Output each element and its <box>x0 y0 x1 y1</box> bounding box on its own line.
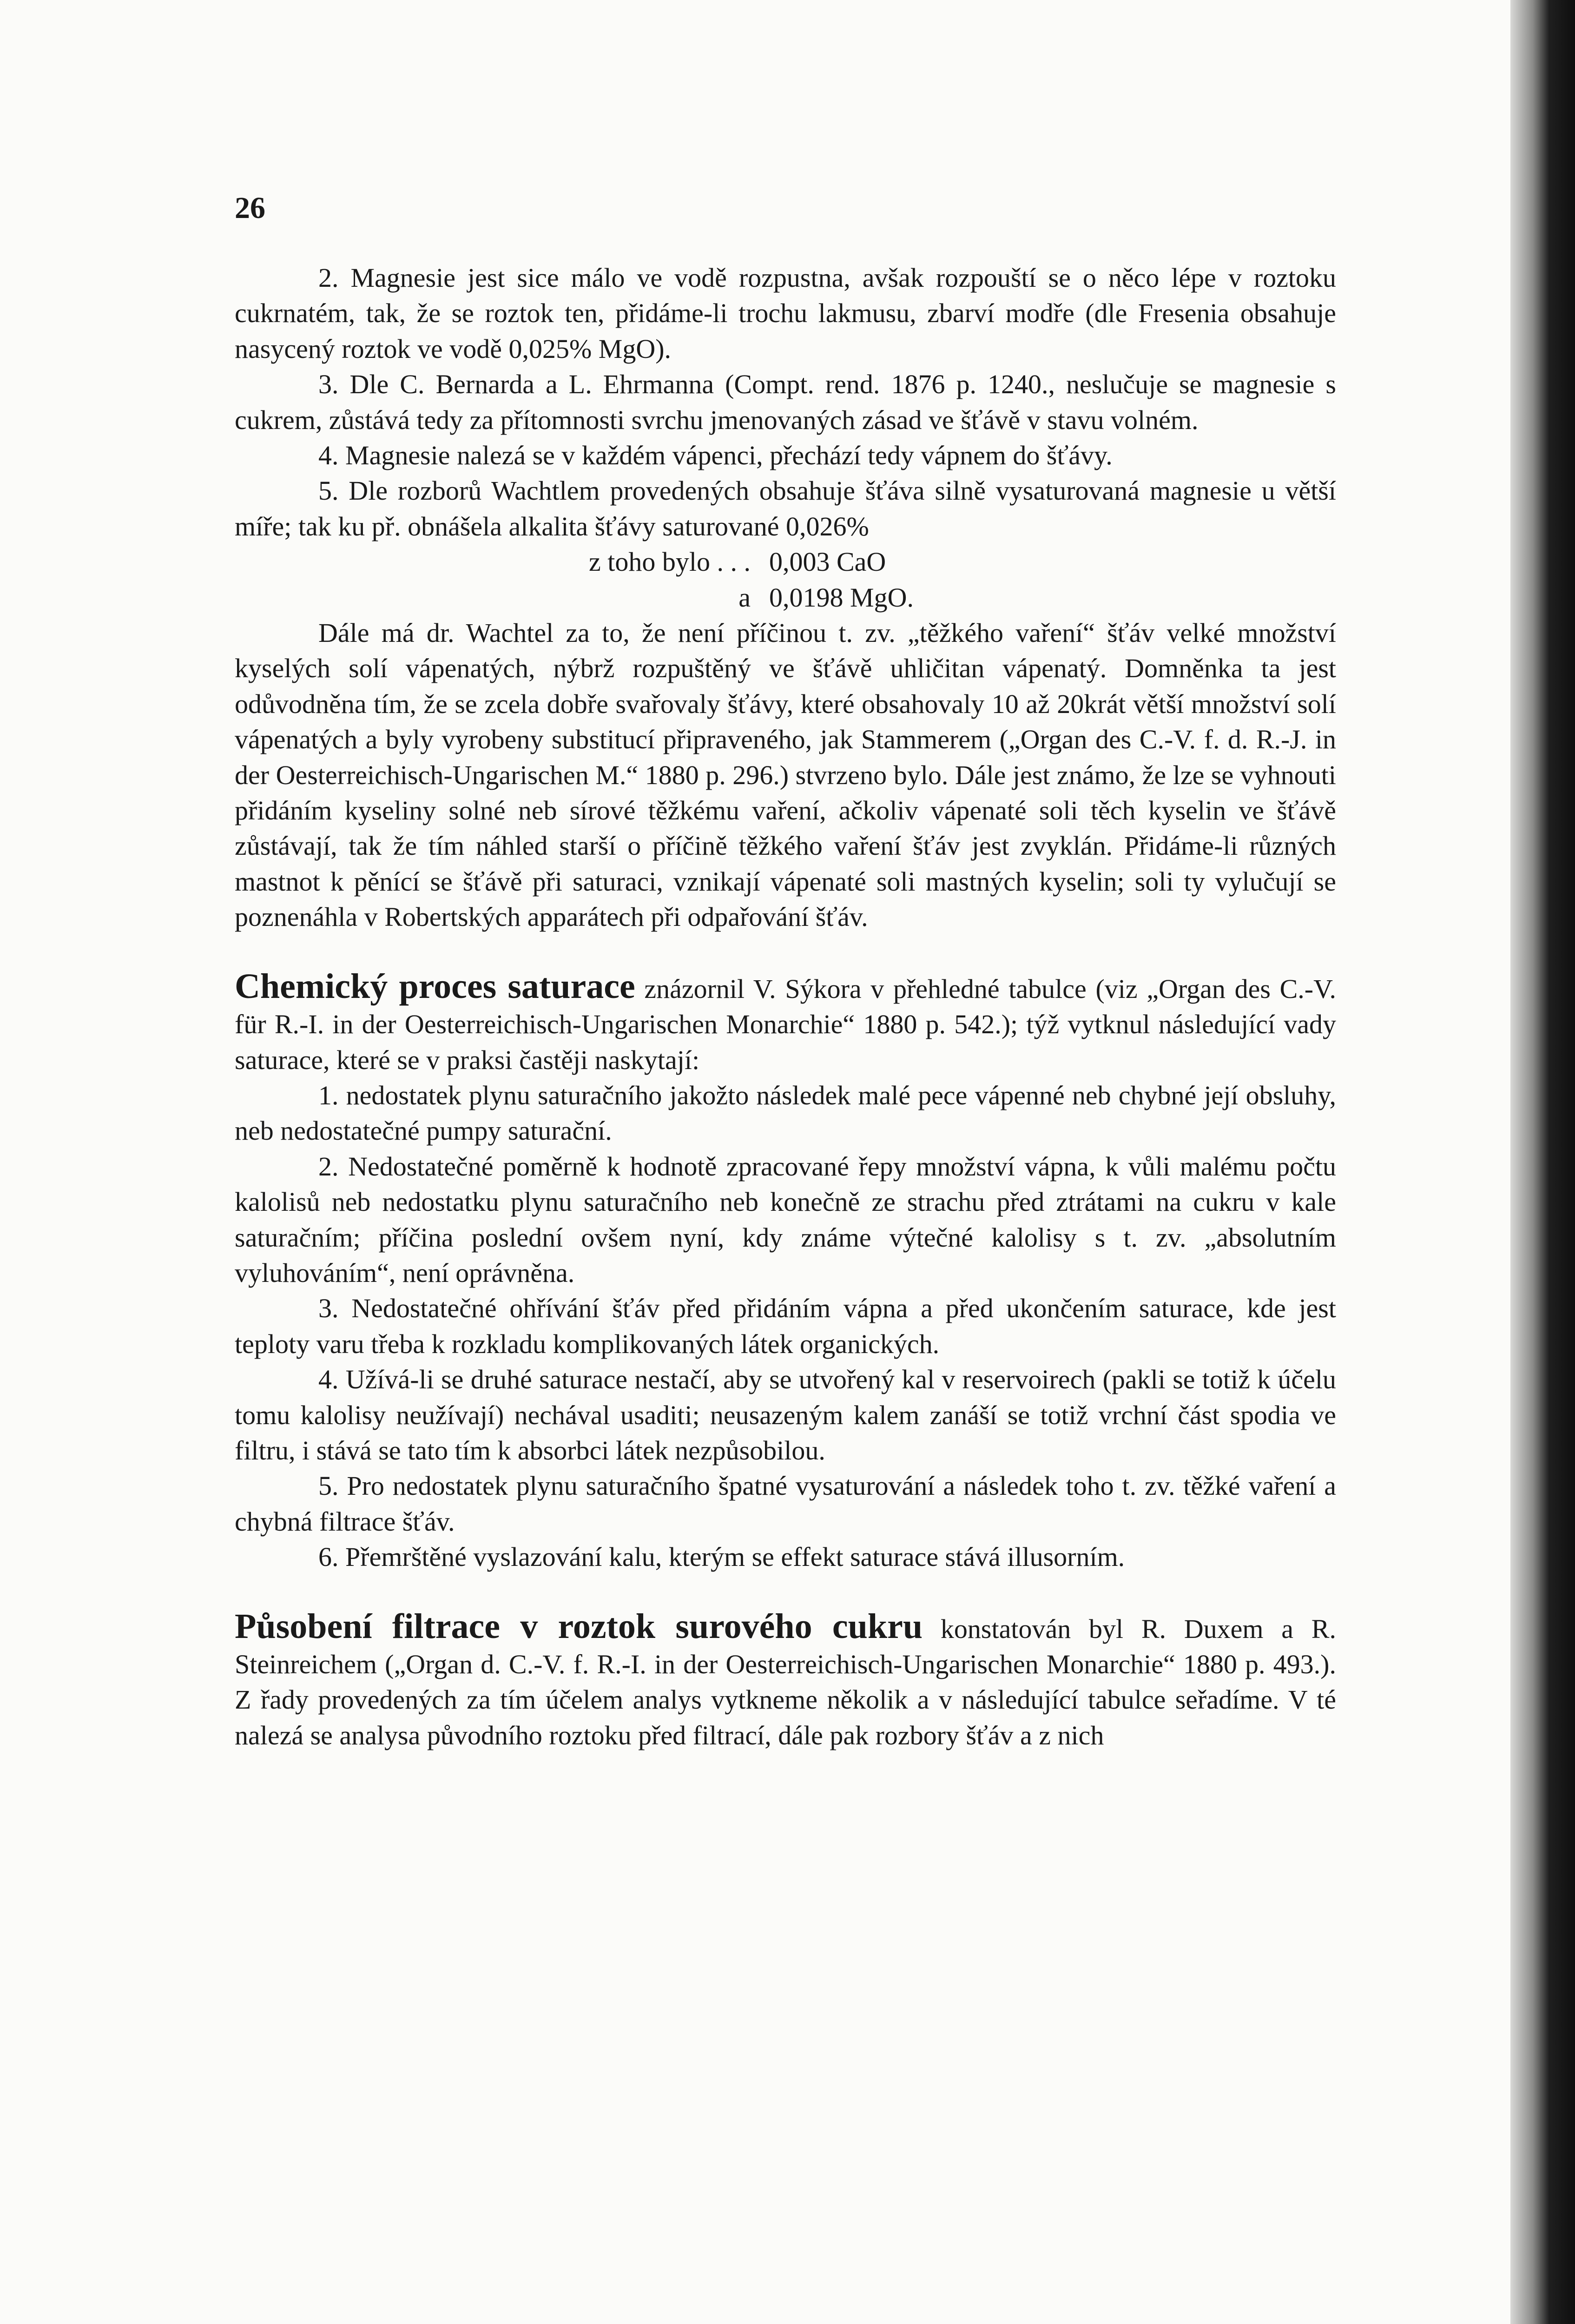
saturace-item: 3. Nedostatečné ohřívání šťáv před přidáním vápna a před ukončením saturace, kde jest teploty varu třeba k rozkladu komplikovaných látek organických. <box>235 1293 1336 1359</box>
saturace-item: 6. Přemrštěné vyslazování kalu, kterým se effekt saturace stává illusorním. <box>318 1542 1125 1572</box>
main-text <box>235 260 1336 1753</box>
saturace-item: 4. Užívá-li se druhé saturace nestačí, aby se utvořený kal v reservoirech (pakli se totiž k účelu tomu kalolisy neužívají) nechával usaditi; neusazeným kalem zanáší se totiž vrchní část spodia ve filtru, i stává se tato tím k absorbci látek nezpůsobilou. <box>235 1364 1336 1466</box>
analysis-row <box>235 544 1336 580</box>
section-heading-filtrace: Působení filtrace v roztok surového cukru <box>235 1606 923 1646</box>
section-heading-saturace: Chemický proces saturace <box>235 966 635 1006</box>
saturace-item: 1. nedostatek plynu saturačního jakožto následek malé pece vápenné neb chybné její obsluhy, neb nedostatečné pumpy saturační. <box>235 1080 1336 1146</box>
saturace-item: 2. Nedostatečné poměrně k hodnotě zpracované řepy množství vápna, k vůli malému počtu kalolisů neb nedostatku plynu saturačního neb konečně ze strachu před ztrátami na cukru v kale saturačním; příčina poslední ovšem nyní, kdy známe výtečné kalolisy s t. zv. „absolutním vyluhováním“, není oprávněna. <box>235 1151 1336 1288</box>
book-binding-edge <box>1510 0 1575 2324</box>
paragraph-magnesie-2: 2. Magnesie jest sice málo ve vodě rozpustna, avšak rozpouští se o něco lépe v roztoku cukrnatém, tak, že se roztok ten, přidáme-li trochu lakmusu, zbarví modře (dle Fresenia obsahuje nasycený roztok ve vodě 0,025% MgO). <box>235 263 1336 364</box>
analysis-label: a <box>738 582 751 613</box>
paragraph-magnesie-5: 5. Dle rozborů Wachtlem provedených obsahuje šťáva silně vysaturovaná magnesie u větší míře; tak ku př. obnášela alkalita šťávy saturované 0,026% <box>235 475 1336 541</box>
section-saturace-text: znázornil V. Sýkora v přehledné tabulce (viz „Organ des C.-V. für R.-I. in der Oesterreichisch-Ungarischen Monarchie“ 1880 p. 542.); týž vytknul následující vady saturace, které se v praksi častěji naskytají: <box>235 973 1336 1075</box>
analysis-label: z toho bylo . . . <box>589 547 751 577</box>
section-filtrace-text: konstatován byl R. Duxem a R. Steinreichem („Organ d. C.-V. f. R.-I. in der Oesterreichisch-Ungarischen Monarchie“ 1880 p. 493.). Z řady provedených za tím účelem analys vytkneme několik a v následující tabulce seřadíme. V té nalezá se analysa původního roztoku před filtrací, dále pak rozbory šťáv a z nich <box>235 1613 1336 1750</box>
page-number: 26 <box>235 191 265 225</box>
saturace-item: 5. Pro nedostatek plynu saturačního špatné vysaturování a následek toho t. zv. těžké vaření a chybná filtrace šťáv. <box>235 1471 1336 1537</box>
paragraph-wachtel: Dále má dr. Wachtel za to, že není příčinou t. zv. „těžkého vaření“ šťáv velké množství kyselých solí vápenatých, nýbrž rozpuštěný ve šťávě uhličitan vápenatý. Domněnka ta jest odůvodněna tím, že se zcela dobře svařovaly šťávy, které obsahovaly 10 až 20krát větší množství solí vápenatých a byly vyrobeny substitucí připraveného, jak Stammerem („Organ des C.-V. f. d. R.-J. in der Oesterreichisch-Ungarischen M.“ 1880 p. 296.) stvrzeno bylo. Dále jest známo, že lze se vyhnouti přidáním kyseliny solné neb sírové těžkému vaření, ačkoliv vápenaté soli těch kyselin ve šťávě zůstávají, tak že tím náhled starší o příčině těžkého vaření šťáv jest zvyklán. Přidáme-li různých mastnot k pěnící se šťávě při saturaci, vznikají vápenaté soli mastných kyselin; soli ty vylučují se poznenáhla v Robertských apparátech při odpařování šťáv. <box>235 618 1336 932</box>
analysis-value: 0,0198 MgO. <box>769 582 914 613</box>
section-filtrace <box>235 1606 1336 1754</box>
analysis-row <box>235 580 1336 615</box>
section-saturace-intro <box>235 966 1336 1078</box>
analysis-value: 0,003 CaO <box>769 547 886 577</box>
paragraph-magnesie-4: 4. Magnesie nalezá se v každém vápenci, přechází tedy vápnem do šťávy. <box>318 440 1113 471</box>
paragraph-magnesie-3: 3. Dle C. Bernarda a L. Ehrmanna (Compt. rend. 1876 p. 1240., neslučuje se magnesie s cukrem, zůstává tedy za přítomnosti svrchu jmenovaných zásad ve šťávě v stavu volném. <box>235 369 1336 435</box>
